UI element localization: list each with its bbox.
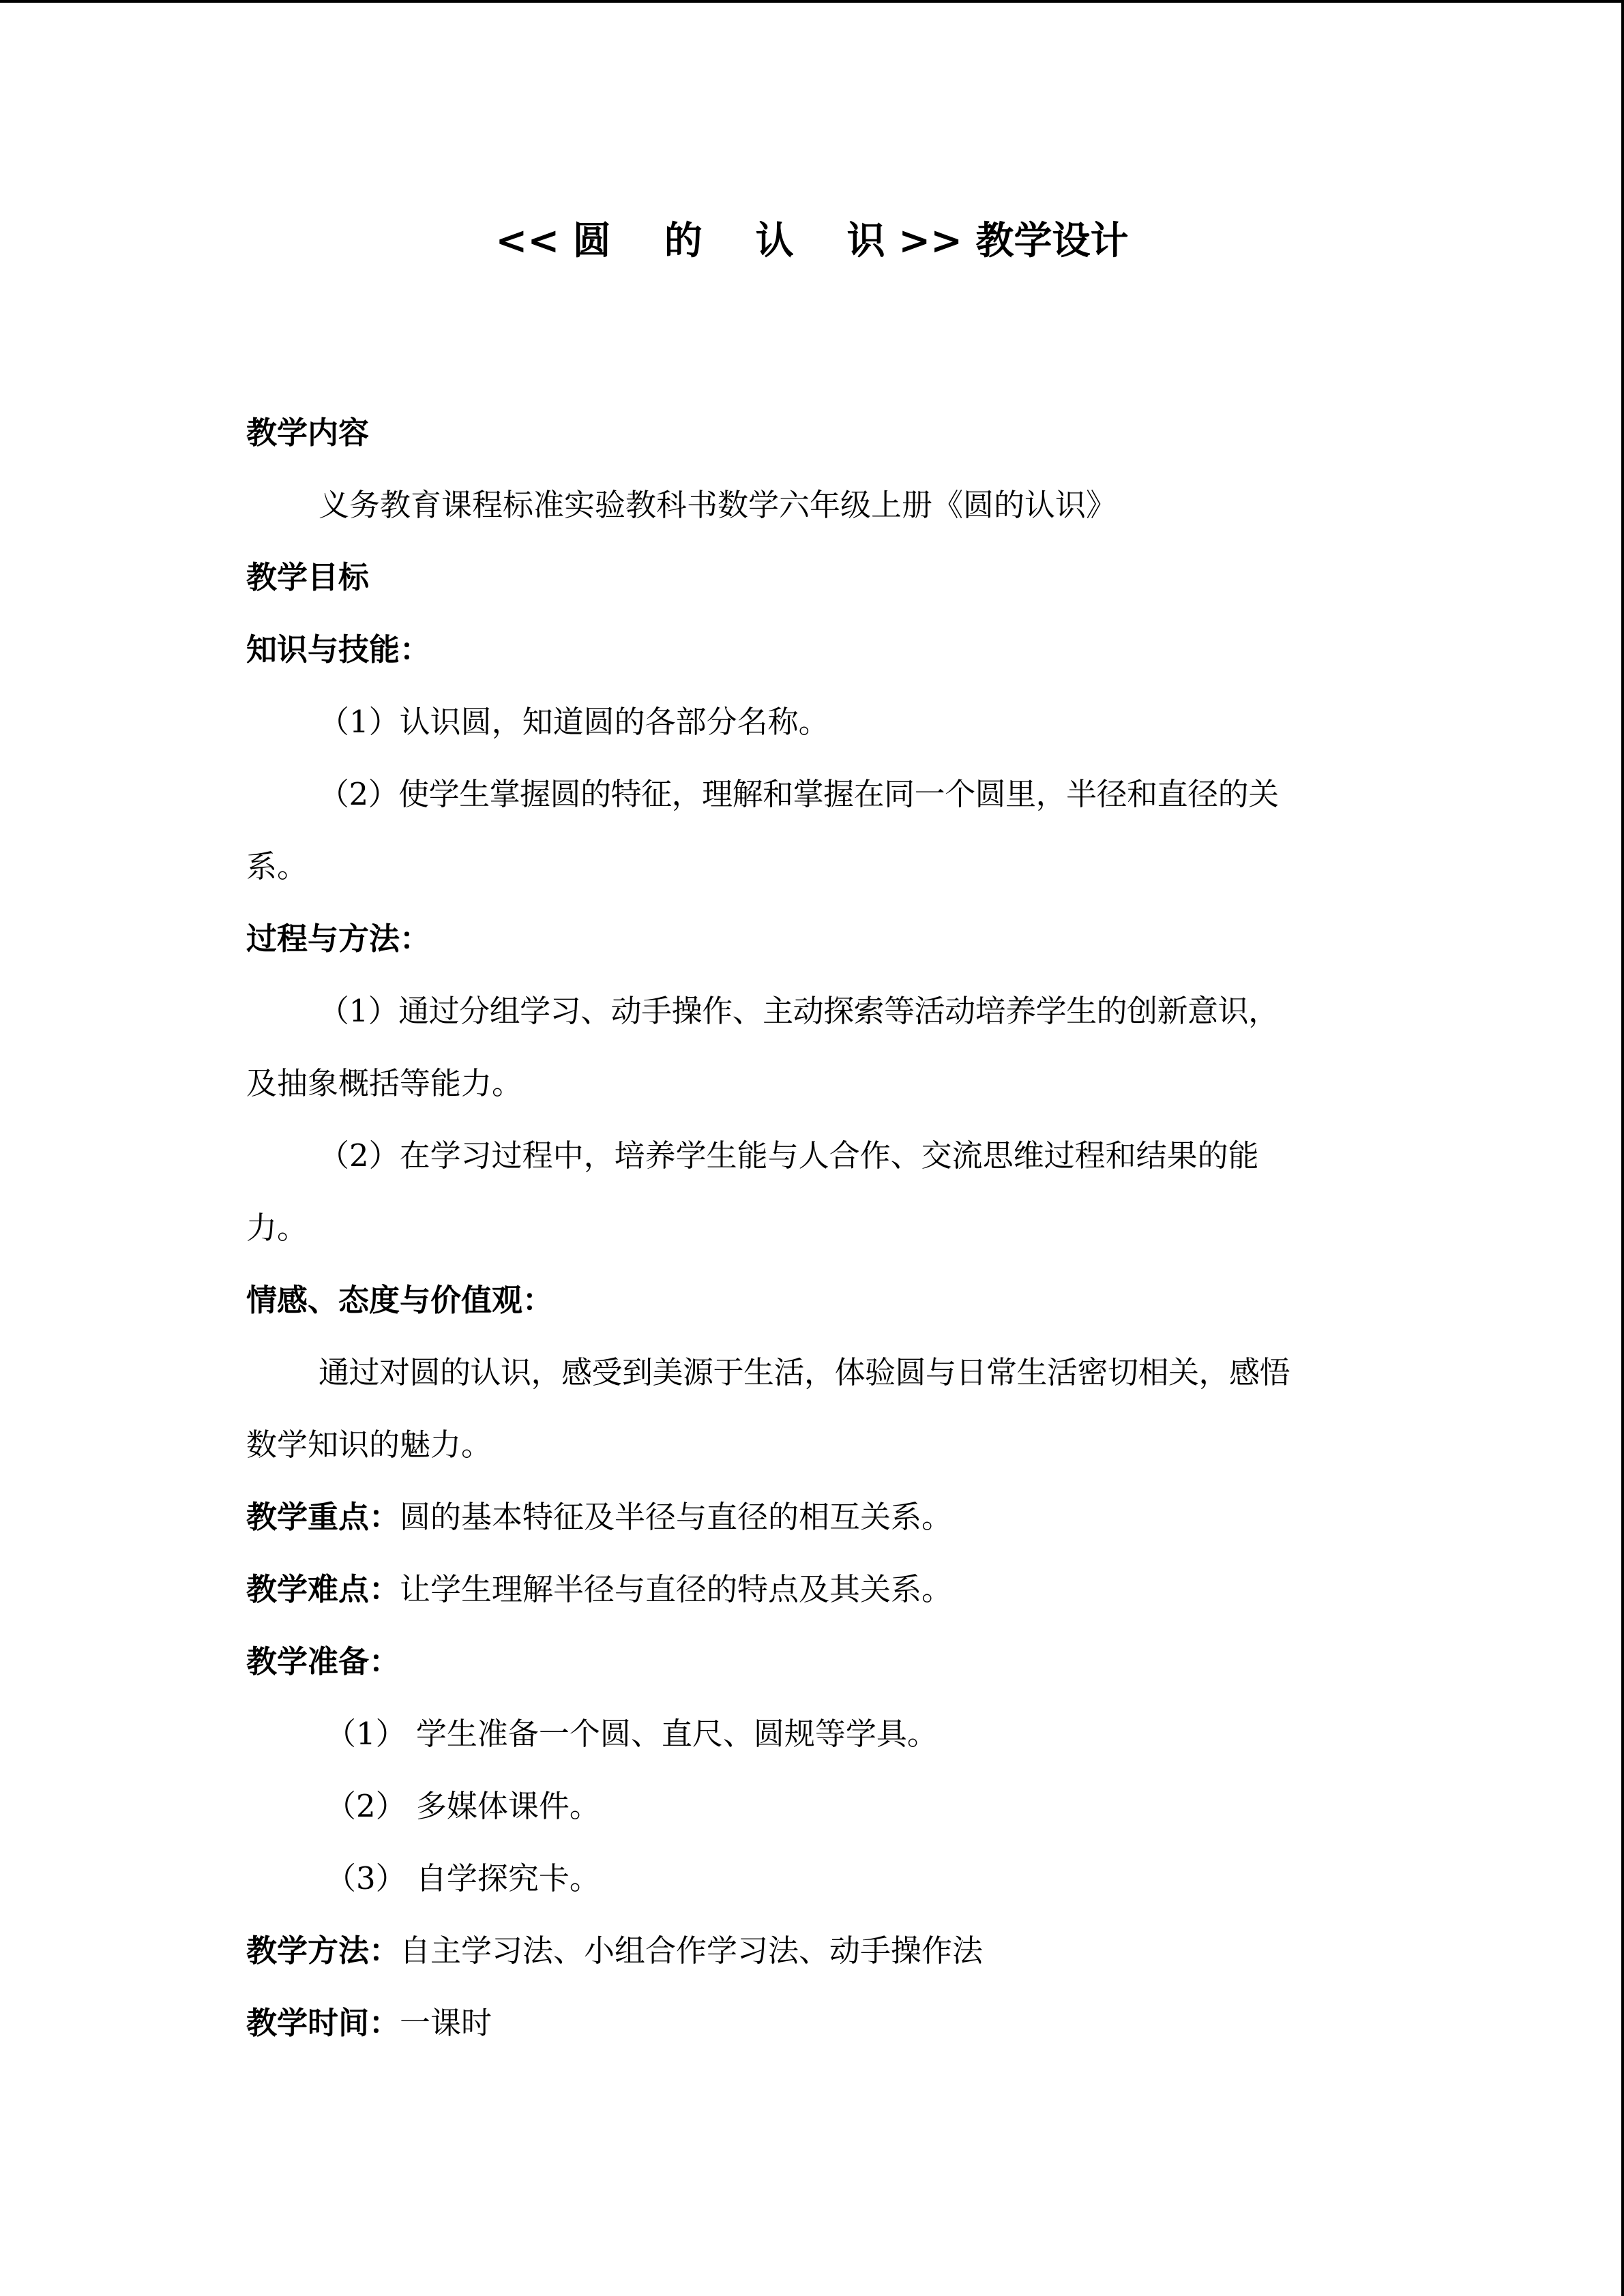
section-heading-content: 教学内容 [246,415,370,451]
page-title: << 圆 的 认 识 >> 教学设计 [495,218,1129,263]
difficulty-row [246,1569,952,1610]
page-right-border [1621,0,1624,2296]
preparation-item-1: （1） 学生准备一个圆、直尺、圆规等学具。 [325,1716,938,1752]
difficulty-text: 让学生理解半径与直径的特点及其关系。 [400,1571,953,1607]
time-text: 一课时 [400,2005,492,2041]
emotion-text-line-1: 通过对圆的认识，感受到美源于生活，体验圆与日常生活密切相关，感悟 [319,1354,1290,1390]
section-heading-goals: 教学目标 [246,559,370,595]
method-row [246,1930,983,1971]
process-item-1-line-1: （1）通过分组学习、动手操作、主动探索等活动培养学生的创新意识， [319,993,1279,1029]
process-item-2-line-2: 力。 [246,1210,308,1246]
time-label: 教学时间： [246,2005,400,2041]
process-item-2-line-1: （2）在学习过程中，培养学生能与人合作、交流思维过程和结果的能 [319,1137,1259,1174]
difficulty-label: 教学难点： [246,1571,400,1607]
page-top-border [0,0,1624,3]
knowledge-item-1: （1）认识圆，知道圆的各部分名称。 [319,704,829,740]
key-point-text: 圆的基本特征及半径与直径的相互关系。 [400,1499,953,1535]
content-text: 义务教育课程标准实验教科书数学六年级上册《圆的认识》 [319,487,1117,523]
preparation-item-3: （3） 自学探究卡。 [325,1860,600,1896]
method-label: 教学方法： [246,1933,400,1969]
time-row [246,2003,492,2044]
knowledge-item-2-line-1: （2）使学生掌握圆的特征，理解和掌握在同一个圆里，半径和直径的关 [319,776,1279,812]
key-point-row [246,1497,952,1538]
section-heading-preparation: 教学准备： [246,1643,400,1680]
subheading-knowledge: 知识与技能： [246,631,431,668]
subheading-process: 过程与方法： [246,921,431,957]
process-item-1-line-2: 及抽象概括等能力。 [246,1065,523,1101]
subheading-emotion: 情感、态度与价值观： [246,1282,554,1318]
knowledge-item-2-line-2: 系。 [246,848,308,884]
method-text: 自主学习法、小组合作学习法、动手操作法 [400,1933,984,1969]
emotion-text-line-2: 数学知识的魅力。 [246,1427,492,1463]
key-point-label: 教学重点： [246,1499,400,1535]
preparation-item-2: （2） 多媒体课件。 [325,1788,600,1824]
